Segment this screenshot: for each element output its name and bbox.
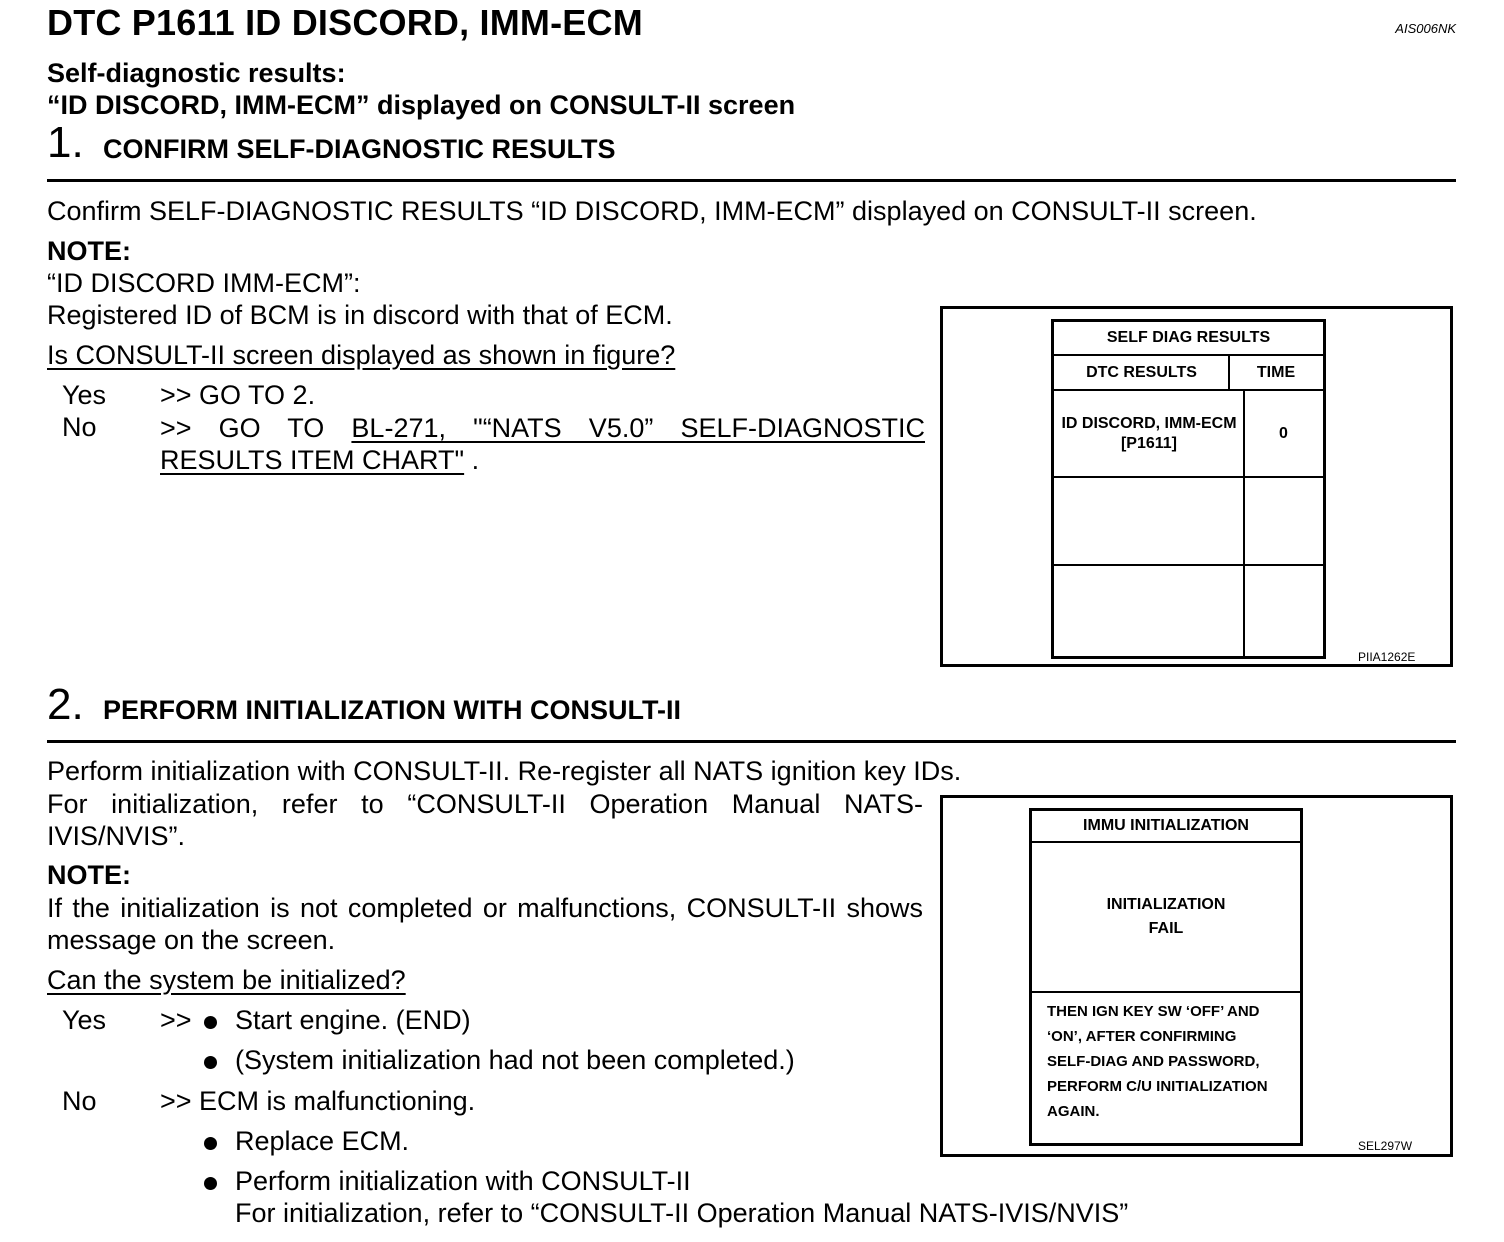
step1-note-line1: “ID DISCORD IMM-ECM”: (47, 268, 361, 298)
step1-no-label: No (62, 412, 97, 442)
bullet-icon (204, 1056, 217, 1069)
step1-no-prefix: >> GO TO (160, 413, 325, 443)
column-time: TIME (1256, 363, 1296, 381)
step1-number: 1. (47, 118, 84, 167)
immu-init-figure (940, 795, 1453, 1157)
step2-no-action: >> ECM is malfunctioning. (160, 1086, 476, 1116)
dtc-time-cell: 0 (1279, 424, 1288, 442)
step1-note-line2: Registered ID of BCM is in discord with that of ECM. (47, 300, 673, 330)
init-message-line2: ‘ON’, AFTER CONFIRMING (1047, 1028, 1237, 1045)
init-message-line5: AGAIN. (1047, 1103, 1100, 1120)
immu-header: IMMU INITIALIZATION (1083, 817, 1249, 834)
bullet-icon (204, 1177, 217, 1190)
init-status-line1: INITIALIZATION (1106, 896, 1226, 913)
immu-screen (1029, 808, 1303, 1146)
step1-question: Is CONSULT-II screen displayed as shown in figure? (47, 340, 676, 370)
step1-title: CONFIRM SELF-DIAGNOSTIC RESULTS (103, 134, 616, 164)
step1-note-label: NOTE: (47, 236, 131, 266)
screen-header: SELF DIAG RESULTS (1106, 329, 1271, 346)
step2-no-item2: Perform initialization with CONSULT-II (235, 1166, 691, 1196)
step1-no-action (160, 412, 925, 476)
step2-divider (47, 740, 1456, 743)
init-message (1047, 999, 1268, 1124)
row-divider-2 (1054, 564, 1323, 566)
nats-chart-link[interactable]: BL-271, "“NATS V5.0” SELF-DIAGNOSTIC RESULTS ITEM CHART" (160, 413, 925, 475)
init-message-line3: SELF-DIAG AND PASSWORD, (1047, 1053, 1260, 1070)
step2-no-item2-cont: For initialization, refer to “CONSULT-II Operation Manual NATS-IVIS/NVIS” (235, 1198, 1129, 1228)
body-col-divider (1243, 391, 1245, 656)
step2-title: PERFORM INITIALIZATION WITH CONSULT-II (103, 695, 681, 725)
step1-yes-action: >> GO TO 2. (160, 380, 316, 410)
init-status-line2: FAIL (1148, 920, 1184, 937)
document-id: AIS006NK (1395, 21, 1456, 36)
step1-no-suffix: . (471, 445, 480, 475)
consult-screen (1051, 319, 1326, 659)
step1-body: Confirm SELF-DIAGNOSTIC RESULTS “ID DISCORD, IMM-ECM” displayed on CONSULT-II screen. (47, 196, 1257, 226)
page-title: DTC P1611 ID DISCORD, IMM-ECM (47, 2, 643, 43)
step2-question: Can the system be initialized? (47, 965, 406, 995)
init-message-line1: THEN IGN KEY SW ‘OFF’ AND (1047, 1003, 1260, 1020)
self-diag-figure (940, 306, 1453, 667)
bullet-icon (204, 1016, 217, 1029)
step2-no-label: No (62, 1086, 97, 1116)
bullet-icon (204, 1137, 217, 1150)
self-diag-heading: Self-diagnostic results: (47, 58, 346, 88)
row-divider-1 (1054, 476, 1323, 478)
step1-yes-label: Yes (62, 380, 107, 410)
step2-no-item1: Replace ECM. (235, 1126, 410, 1156)
immu-body-divider (1032, 991, 1300, 993)
init-status (1032, 843, 1300, 991)
step1-divider (47, 179, 1456, 182)
dtc-result-name: ID DISCORD, IMM-ECM (1061, 414, 1237, 432)
step2-note-label: NOTE: (47, 860, 131, 890)
header-col-divider (1228, 356, 1230, 389)
step2-number: 2. (47, 680, 84, 729)
step2-note-text: If the initialization is not completed or malfunctions, CONSULT-II shows message on the screen. (47, 893, 923, 955)
step2-yes-arrow: >> (160, 1005, 192, 1035)
step2-yes-item1: Start engine. (END) (235, 1005, 471, 1035)
self-diag-subheading: “ID DISCORD, IMM-ECM” displayed on CONSULT-II screen (47, 90, 796, 120)
dtc-result-cell (1054, 391, 1244, 476)
step2-yes-label: Yes (62, 1005, 107, 1035)
init-message-line4: PERFORM C/U INITIALIZATION (1047, 1078, 1268, 1095)
step2-body1: Perform initialization with CONSULT-II. Re-register all NATS ignition key IDs. (47, 756, 962, 786)
column-dtc-results: DTC RESULTS (1086, 363, 1197, 381)
step2-yes-item2: (System initialization had not been completed.) (235, 1045, 795, 1075)
figure-id: PIIA1262E (1358, 650, 1416, 664)
step2-body2: For initialization, refer to “CONSULT-II Operation Manual NATS-IVIS/NVIS”. (47, 789, 923, 851)
dtc-result-code: [P1611] (1120, 434, 1178, 452)
figure-id: SEL297W (1358, 1139, 1413, 1153)
